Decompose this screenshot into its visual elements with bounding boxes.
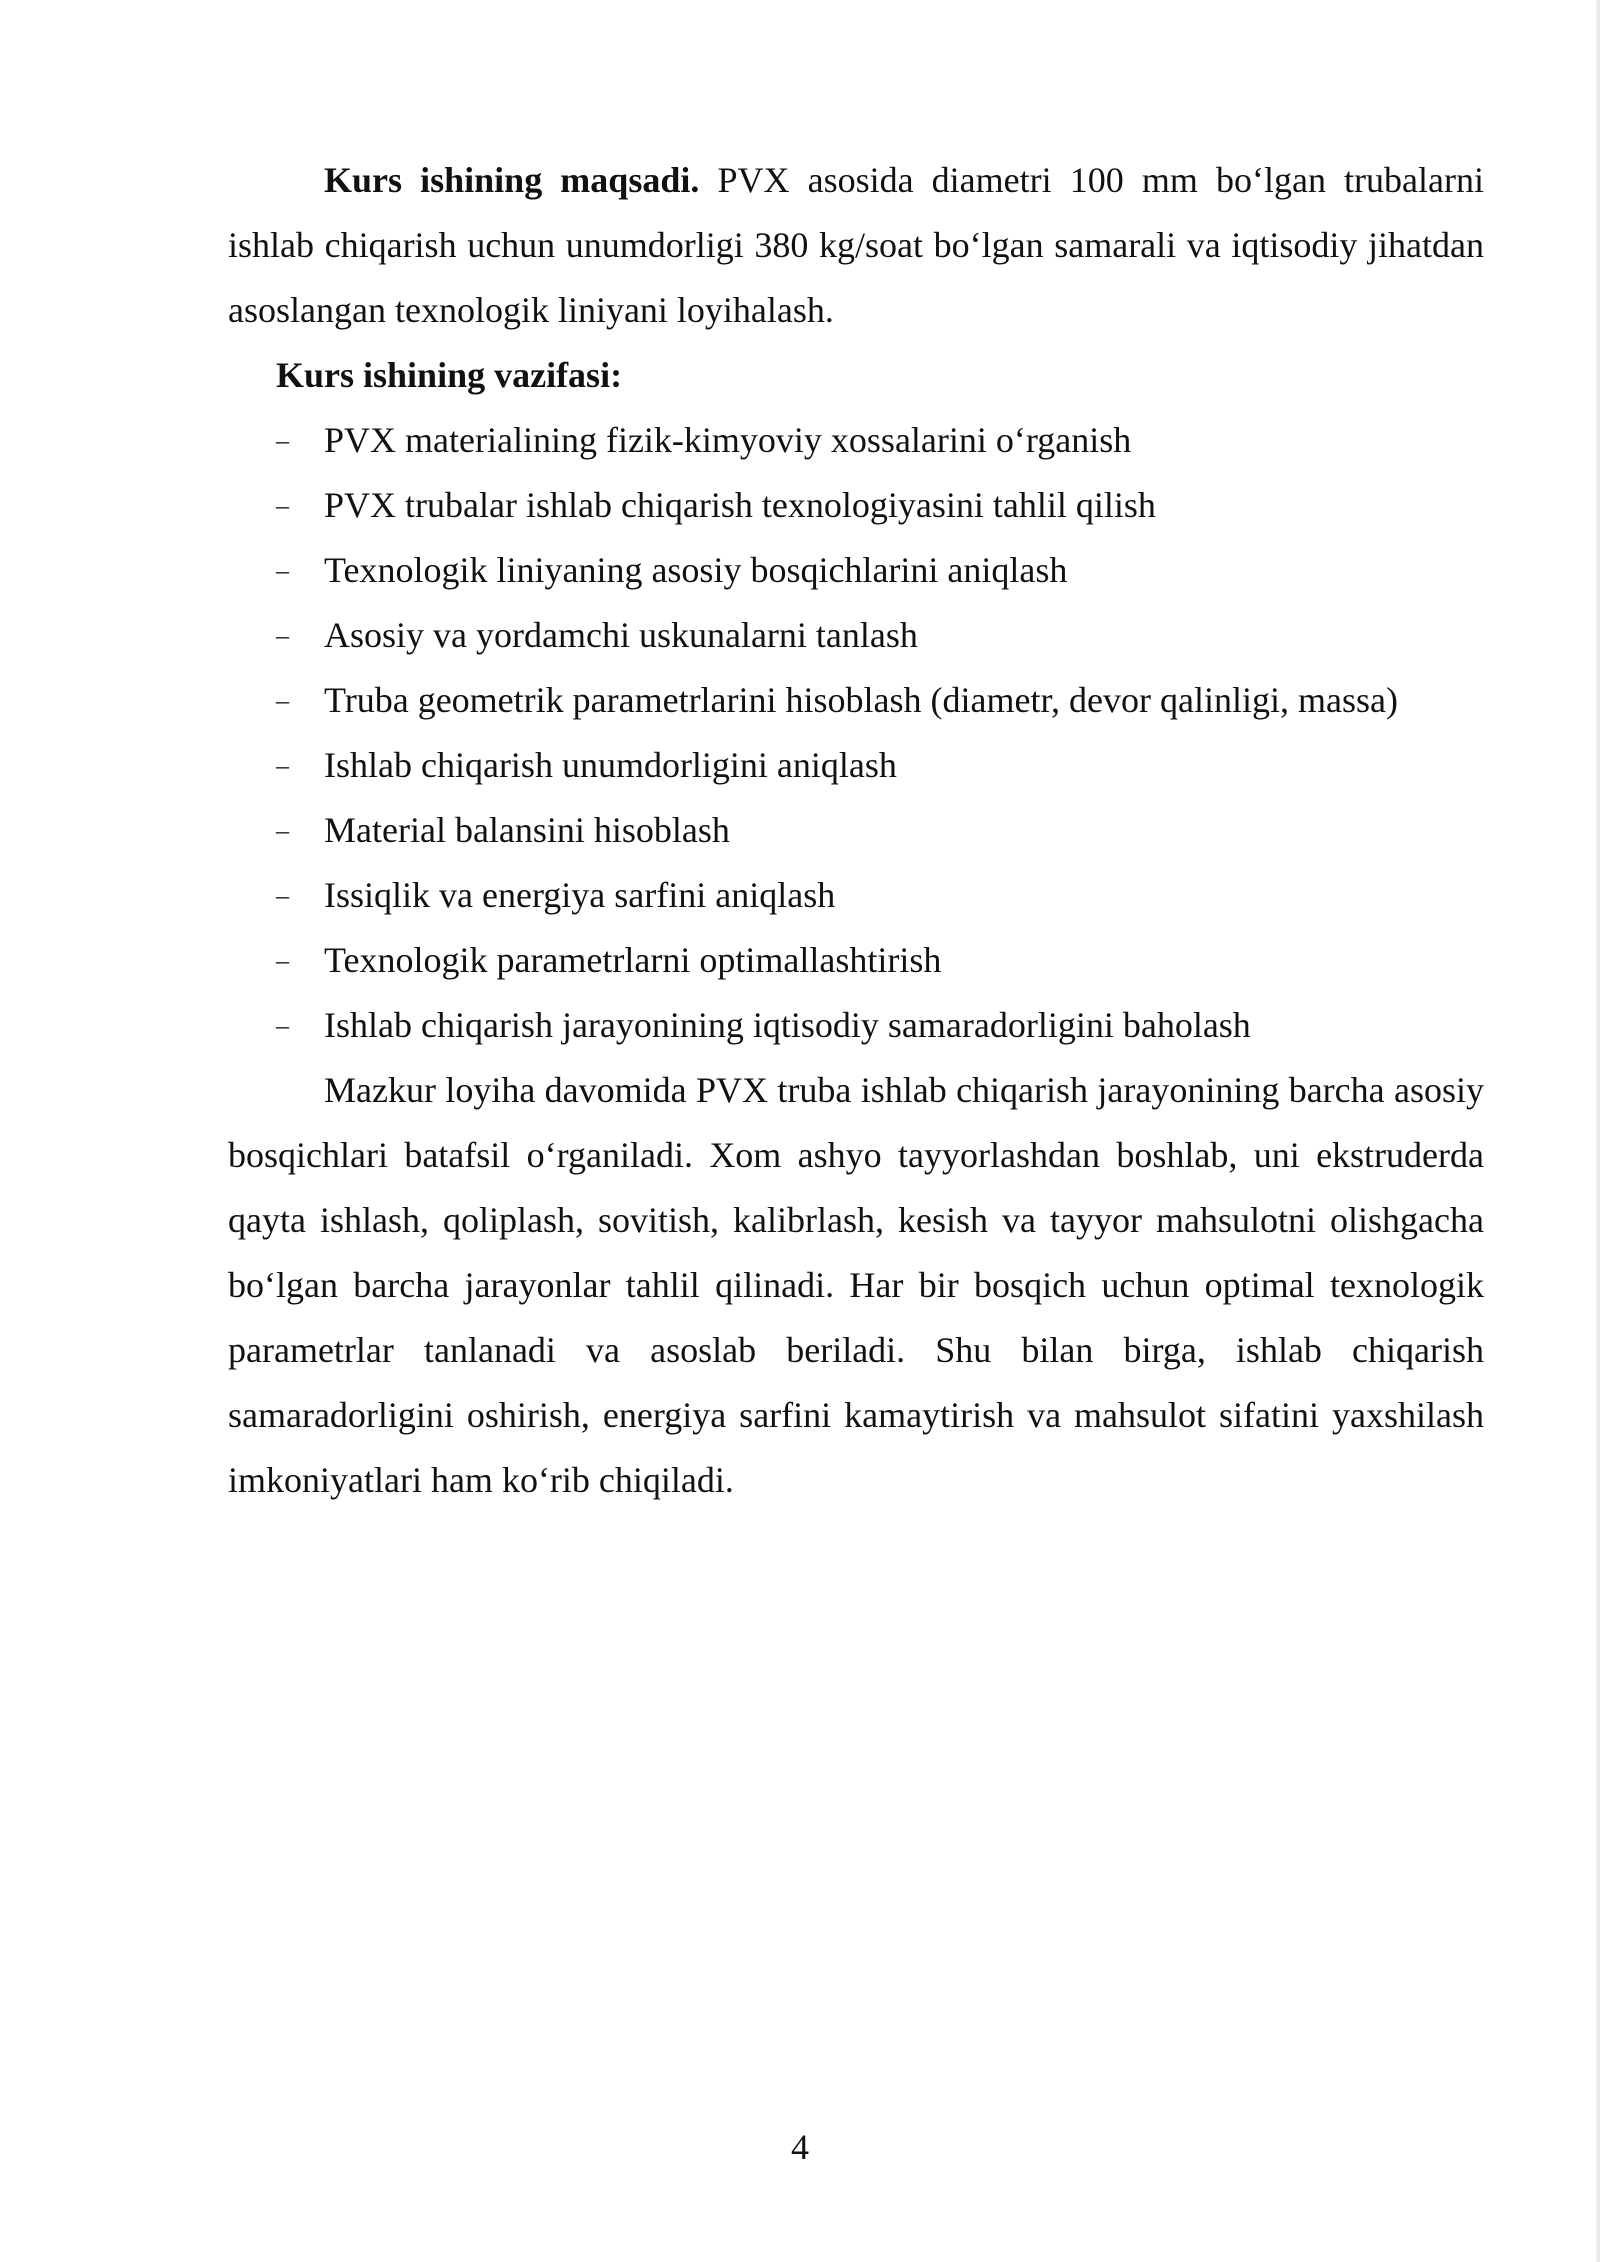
page-edge-shadow [1596,0,1600,2262]
dash-bullet: – [276,491,289,520]
dash-bullet: – [276,1011,289,1040]
dash-bullet: – [276,556,289,585]
dash-bullet: – [276,816,289,845]
list-item [228,993,1484,1058]
list-item-text: PVX materialining fizik-kimyoviy xossalarini o‘rganish [324,420,1132,460]
dash-bullet: – [276,686,289,715]
list-item [228,798,1484,863]
list-item [228,408,1484,473]
list-item-text: Material balansini hisoblash [324,810,730,850]
dash-bullet: – [276,621,289,650]
goal-paragraph [228,148,1484,343]
list-item-text: Texnologik liniyaning asosiy bosqichlarini aniqlash [324,550,1068,590]
list-item [228,668,1484,733]
tasks-list [228,408,1484,1058]
list-item-text: Truba geometrik parametrlarini hisoblash (diametr, devor qalinligi, massa) [324,680,1398,720]
list-item-text: Ishlab chiqarish unumdorligini aniqlash [324,745,897,785]
tasks-heading: Kurs ishining vazifasi: [276,355,623,395]
page-number: 4 [791,2127,809,2167]
list-item-text: Ishlab chiqarish jarayonining iqtisodiy samaradorligini baholash [324,1005,1251,1045]
dash-bullet: – [276,881,289,910]
list-item-text: Texnologik parametrlarni optimallashtirish [324,940,942,980]
list-item [228,733,1484,798]
list-item [228,863,1484,928]
page-content [228,148,1484,1513]
dash-bullet: – [276,946,289,975]
list-item-text: PVX trubalar ishlab chiqarish texnologiyasini tahlil qilish [324,485,1156,525]
list-item [228,473,1484,538]
list-item-text: Asosiy va yordamchi uskunalarni tanlash [324,615,918,655]
list-item [228,928,1484,993]
list-item [228,603,1484,668]
summary-paragraph: Mazkur loyiha davomida PVX truba ishlab chiqarish jarayonining barcha asosiy bosqichlari batafsil o‘rganiladi. Xom ashyo tayyorlashdan boshlab, uni ekstruderda qayta ishlash, qoliplash, sovitish, kalibrlash, kesish va tayyor mahsulotni olishgacha bo‘lgan barcha jarayonlar tahlil qilinadi. Har bir bosqich uchun optimal texnologik parametrlar tanlanadi va asoslab beriladi. Shu bilan birga, ishlab chiqarish samaradorligini oshirish, energiya sarfini kamaytirish va mahsulot sifatini yaxshilash imkoniyatlari ham ko‘rib chiqiladi. [228,1070,1484,1500]
goal-label: Kurs ishining maqsadi. [324,160,700,200]
dash-bullet: – [276,426,289,455]
list-item-text: Issiqlik va energiya sarfini aniqlash [324,875,836,915]
dash-bullet: – [276,751,289,780]
goal-text: PVX asosida diametri 100 mm bo‘lgan trubalarni ishlab chiqarish uchun unumdorligi 380 kg/soat bo‘lgan samarali va iqtisodiy jihatdan asoslangan texnologik liniyani loyihalash. [228,160,1484,330]
list-item [228,538,1484,603]
